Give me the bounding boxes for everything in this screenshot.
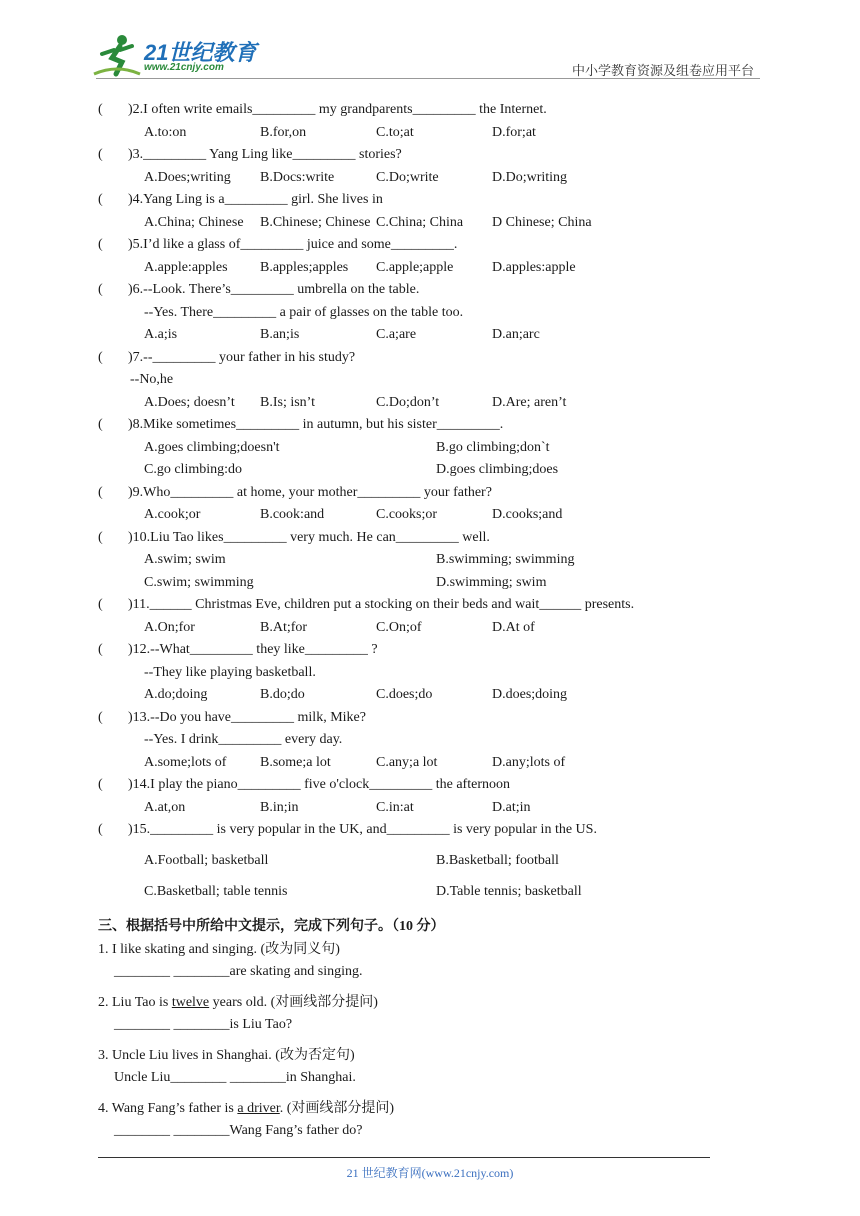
options-row	[98, 392, 718, 415]
option[interactable]: D.Are; aren’t	[492, 394, 567, 410]
option[interactable]: C.in:at	[376, 799, 414, 815]
options-row	[98, 684, 718, 707]
option[interactable]: D.does;doing	[492, 687, 568, 702]
rewrite-question	[98, 1045, 718, 1067]
option[interactable]: B.Chinese; Chinese	[260, 214, 371, 230]
option[interactable]: C.Basketball; table tennis	[144, 883, 288, 899]
footer-text: 21 世纪教育网(www.21cnjy.com)	[346, 1166, 514, 1180]
option[interactable]: A.some;lots of	[144, 754, 227, 770]
question-row	[98, 774, 718, 797]
option[interactable]: A.Football; basketball	[144, 852, 269, 868]
question-text: )11.______ Christmas Eve, children put a stocking on their beds and wait______ presents.	[128, 597, 635, 612]
option[interactable]: C.cooks;or	[376, 507, 438, 522]
option[interactable]: C.Do;don’t	[376, 394, 440, 410]
question-continuation	[98, 662, 718, 685]
answer-line[interactable]	[98, 1120, 718, 1142]
options-row	[98, 845, 718, 876]
option[interactable]: A.at,on	[144, 799, 186, 815]
answer-blank-text[interactable]: ________ ________Wang Fang’s father do?	[114, 1122, 363, 1138]
option[interactable]: A.to:on	[144, 124, 187, 140]
answer-bracket[interactable]: (	[98, 147, 103, 162]
header-divider	[96, 78, 760, 79]
question-text: )2.I often write emails_________ my grandparents_________ the Internet.	[128, 102, 547, 117]
question-text: )6.--Look. There’s_________ umbrella on the table.	[128, 282, 420, 297]
question-text: )12.--What_________ they like_________ ?	[128, 642, 378, 657]
option[interactable]: D.apples:apple	[492, 259, 576, 275]
answer-bracket[interactable]: (	[98, 484, 103, 500]
question-text: )9.Who_________ at home, your mother_________ your father?	[128, 484, 492, 500]
answer-bracket[interactable]: (	[98, 192, 103, 207]
option[interactable]: A.Does; doesn’t	[144, 394, 235, 410]
answer-bracket[interactable]: (	[98, 642, 103, 657]
option[interactable]: D.cooks;and	[492, 507, 563, 522]
question-content	[98, 99, 718, 1151]
question-text: 1. I like skating and singing. (改为同义句)	[98, 941, 340, 957]
option[interactable]: B.for,on	[260, 124, 307, 140]
answer-bracket[interactable]: (	[98, 282, 103, 297]
question-row	[98, 234, 718, 257]
continuation-text: --Yes. I drink_________ every day.	[144, 732, 343, 747]
answer-line[interactable]	[98, 1014, 718, 1036]
options-row	[98, 504, 718, 527]
answer-bracket[interactable]: (	[98, 777, 103, 792]
option[interactable]: B.Is; isn’t	[260, 394, 315, 410]
option[interactable]: D.any;lots of	[492, 754, 566, 770]
option[interactable]: C.to;at	[376, 124, 414, 140]
question-row	[98, 144, 718, 167]
section-3-items	[98, 939, 718, 1151]
option[interactable]: B.some;a lot	[260, 754, 331, 770]
footer-divider	[98, 1157, 710, 1158]
question-row	[98, 99, 718, 122]
option[interactable]: C.apple;apple	[376, 259, 454, 275]
option[interactable]: A.swim; swim	[144, 552, 226, 567]
question-text-post: . (对画线部分提问)	[279, 1100, 395, 1116]
option[interactable]: B.do;do	[260, 687, 305, 702]
options-row	[98, 752, 718, 775]
question-text-pre: 2. Liu Tao is	[98, 994, 172, 1010]
question-continuation	[98, 302, 718, 325]
option[interactable]: C.go climbing:do	[144, 462, 242, 477]
answer-bracket[interactable]: (	[98, 349, 103, 365]
answer-bracket[interactable]: (	[98, 237, 103, 252]
option[interactable]: D.swimming; swim	[436, 574, 547, 590]
option[interactable]: C.Do;write	[376, 169, 439, 185]
question-row	[98, 279, 718, 302]
question-continuation	[98, 369, 718, 392]
answer-line[interactable]	[98, 961, 718, 983]
question-row	[98, 482, 718, 505]
page-header	[0, 0, 860, 82]
option[interactable]: A.On;for	[144, 619, 195, 635]
question-row	[98, 639, 718, 662]
options-row	[98, 257, 718, 280]
option[interactable]: A.goes climbing;doesn't	[144, 439, 280, 455]
answer-bracket[interactable]: (	[98, 417, 103, 432]
underlined-phrase: twelve	[171, 994, 210, 1010]
question-text: )14.I play the piano_________ five o'clock_________ the afternoon	[128, 777, 510, 792]
rewrite-question	[98, 939, 718, 961]
rewrite-question	[98, 992, 718, 1014]
option[interactable]: D.At of	[492, 619, 535, 635]
continuation-text: --They like playing basketball.	[144, 664, 316, 680]
options-row	[98, 167, 718, 190]
option[interactable]: D.an;arc	[492, 327, 540, 342]
question-row	[98, 189, 718, 212]
question-row	[98, 347, 718, 370]
question-text: )3._________ Yang Ling like_________ stories?	[128, 147, 402, 162]
options-row	[98, 437, 718, 460]
continuation-text: --Yes. There_________ a pair of glasses on the table too.	[144, 304, 464, 320]
option[interactable]: C.any;a lot	[376, 754, 438, 770]
rewrite-question	[98, 1098, 718, 1120]
answer-blank-text[interactable]: Uncle Liu________ ________in Shanghai.	[114, 1069, 356, 1085]
logo	[92, 34, 262, 80]
question-row	[98, 594, 718, 617]
option[interactable]: D.at;in	[492, 799, 531, 815]
question-text: )13.--Do you have_________ milk, Mike?	[128, 709, 366, 725]
answer-bracket[interactable]: (	[98, 529, 103, 545]
logo-text: 21世纪教育	[144, 40, 257, 65]
option[interactable]: C.a;are	[376, 327, 417, 342]
answer-bracket[interactable]: (	[98, 597, 103, 612]
question-text-post: years old. (对画线部分提问)	[209, 994, 378, 1010]
option[interactable]: A.cook;or	[144, 507, 201, 522]
options-row	[98, 549, 718, 572]
question-text: )7.--_________ your father in his study?	[128, 349, 356, 365]
logo-url: www.21cnjy.com	[144, 62, 224, 73]
option[interactable]: B.At;for	[260, 619, 308, 635]
option[interactable]: C.China; China	[376, 214, 464, 230]
options-row	[98, 212, 718, 235]
question-row	[98, 707, 718, 730]
options-row	[98, 797, 718, 820]
answer-bracket[interactable]: (	[98, 709, 103, 725]
options-row	[98, 122, 718, 145]
question-text-pre: 4. Wang Fang’s father is	[98, 1100, 238, 1116]
option[interactable]: B.an;is	[260, 327, 300, 342]
question-text: 3. Uncle Liu lives in Shanghai. (改为否定句)	[98, 1047, 355, 1063]
question-row	[98, 527, 718, 550]
options-row	[98, 876, 718, 907]
option[interactable]: B.apples;apples	[260, 259, 349, 275]
option[interactable]: D Chinese; China	[492, 214, 592, 230]
options-row	[98, 324, 718, 347]
option[interactable]: A.do;doing	[144, 687, 208, 702]
choice-questions	[98, 99, 718, 907]
options-row	[98, 459, 718, 482]
option[interactable]: D.for;at	[492, 124, 536, 140]
question-continuation	[98, 729, 718, 752]
option[interactable]: B.go climbing;don`t	[436, 439, 550, 455]
answer-line[interactable]	[98, 1067, 718, 1089]
option[interactable]: B.cook:and	[260, 507, 325, 522]
answer-blank-text[interactable]: ________ ________are skating and singing.	[114, 963, 363, 979]
option[interactable]: D.Table tennis; basketball	[436, 883, 582, 899]
question-text: )8.Mike sometimes_________ in autumn, but his sister_________.	[128, 417, 504, 432]
question-text: )4.Yang Ling is a_________ girl. She lives in	[128, 192, 383, 207]
option[interactable]: A.China; Chinese	[144, 214, 244, 230]
section-3-title: 三、根据括号中所给中文提示，完成下列句子。（10 分）	[98, 918, 445, 934]
runner-logo-icon	[92, 34, 142, 78]
option[interactable]: A.Does;writing	[144, 169, 231, 185]
option[interactable]: A.a;is	[144, 327, 178, 342]
answer-bracket[interactable]: (	[98, 102, 103, 117]
question-row	[98, 819, 718, 842]
option[interactable]: B.in;in	[260, 799, 299, 815]
question-text: )10.Liu Tao likes_________ very much. He can_________ well.	[128, 529, 490, 545]
option[interactable]: A.apple:apples	[144, 259, 228, 275]
question-text: )5.I’d like a glass of_________ juice and some_________.	[128, 237, 458, 252]
option[interactable]: B.swimming; swimming	[436, 552, 575, 567]
question-row	[98, 414, 718, 437]
answer-blank-text[interactable]: ________ ________is Liu Tao?	[114, 1016, 293, 1032]
option[interactable]: B.Basketball; football	[436, 852, 559, 868]
platform-title: 中小学教育资源及组卷应用平台	[571, 63, 754, 78]
option[interactable]: C.swim; swimming	[144, 574, 254, 590]
option[interactable]: B.Docs:write	[260, 169, 335, 185]
continuation-text: --No,he	[130, 372, 174, 387]
question-text: )15._________ is very popular in the UK, and_________ is very popular in the US.	[128, 822, 597, 837]
options-row	[98, 572, 718, 595]
options-row	[98, 617, 718, 640]
option[interactable]: C.On;of	[376, 619, 422, 635]
option[interactable]: D.goes climbing;does	[436, 462, 559, 477]
underlined-phrase: a driver	[237, 1100, 280, 1116]
option[interactable]: C.does;do	[376, 687, 433, 702]
option[interactable]: D.Do;writing	[492, 169, 568, 185]
answer-bracket[interactable]: (	[98, 822, 103, 837]
